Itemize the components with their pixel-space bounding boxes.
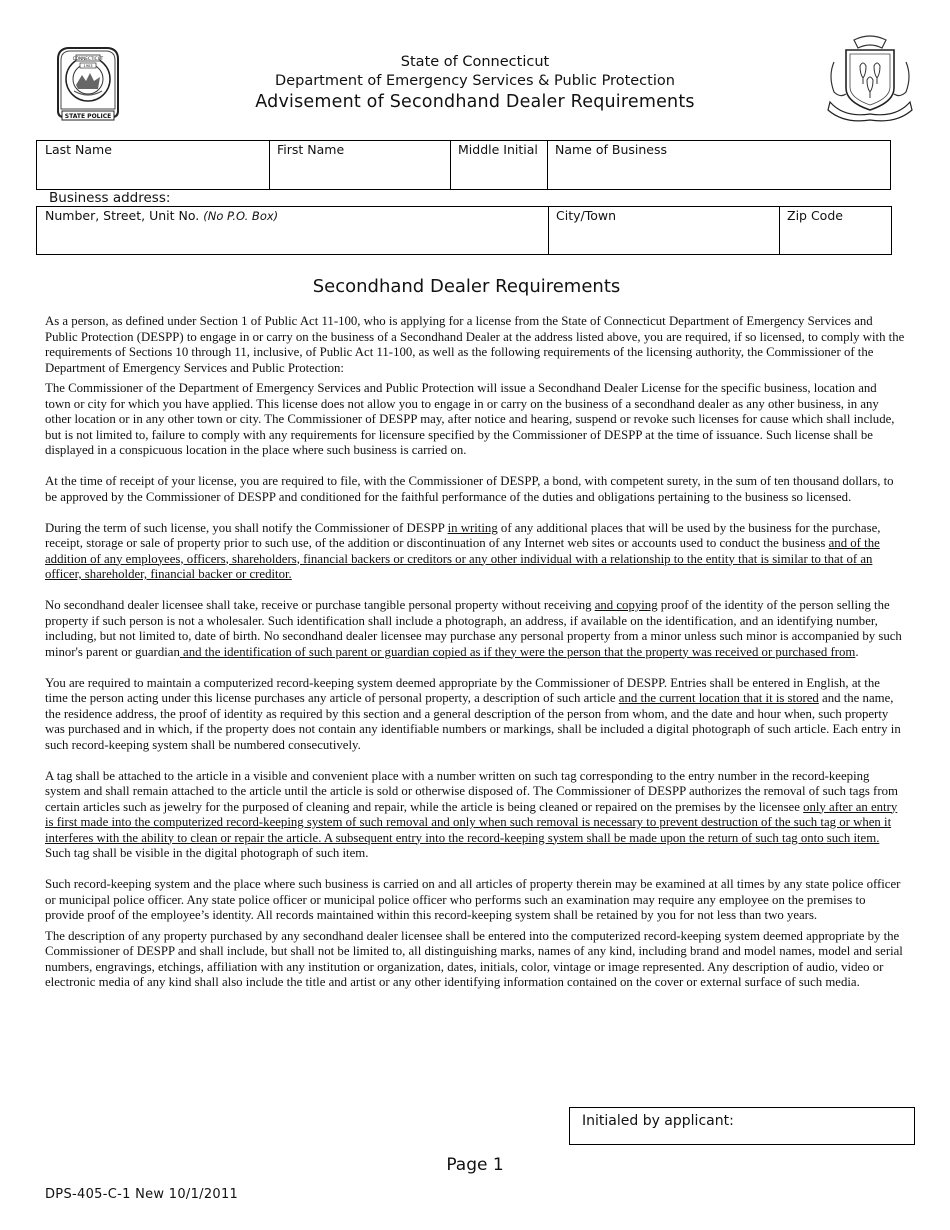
p5-text-b: proof of the identity of the person selling the property if such person is not a wholesaler. Such identification shall include a photograph, an address, if available on the identification, and an identifying number, including, but not limited to, date of birth. No secondhand dealer licensee may purchase any personal property from a minor unless such minor is accompanied by such minor's parent or guardian bbox=[45, 598, 902, 659]
p5-underline-a: and copying bbox=[594, 598, 658, 612]
p5-underline-b: and the identification of such parent or guardian copied as if they were the person that the property was received or purchased from bbox=[179, 644, 856, 659]
p4-text-a: During the term of such license, you shall notify the Commissioner of DESPP bbox=[45, 520, 448, 535]
badge-bottom-text: STATE POLICE bbox=[64, 113, 112, 120]
middle-initial-field[interactable] bbox=[450, 141, 548, 189]
city-town-field[interactable] bbox=[548, 207, 780, 254]
zip-code-label: Zip Code bbox=[787, 208, 843, 223]
p6-text-b: and the name, the residence address, the proof of identity as required by this section and a general description of the person from whom, and the date and hour when, such property was purchased and in which, if the property does not contain any identifiable numbers or markings, shall be included a digital photograph of such article. Each entry in such record-keeping system shall be numbered consecutively. bbox=[45, 691, 901, 752]
badge-top-text: CONNECTICUT bbox=[72, 55, 104, 61]
paragraph-9: The description of any property purchased by any secondhand dealer licensee shall be entered into the computerized record-keeping system deemed appropriate by the Commissioner of DESPP and shall include, but shall not be limited to, all distinguishing marks, names of any kind, including brand and model names, model and serial numbers, engravings, etchings, affiliation with any institution or organization, dates, initials, color, vintage or image represented. Any description of audio, video or electronic media of any kind shall also include the title and artist or any other identifying information contained on the cover or external surface of such media. bbox=[45, 928, 903, 989]
zip-code-field[interactable] bbox=[779, 207, 891, 254]
first-name-field[interactable] bbox=[269, 141, 451, 189]
paragraph-2: The Commissioner of the Department of Emergency Services and Public Protection will issue a Secondhand Dealer License for the specific business, location and town or city for which you have applied. This license does not allow you to engage in or carry on the business of a secondhand dealer as any other business, in any other location or in any other town or city. The Commissioner of DESPP may, after notice and hearing, suspend or revoke such licenses for cause which shall include, but is not limited to, failure to comply with any requirements for licensure specified by the Commissioner of DESPP at the time of issuance. Such license shall be displayed in a conspicuous location in the place where such business is carried on. bbox=[45, 381, 895, 457]
initialed-by-applicant-field[interactable] bbox=[569, 1107, 915, 1145]
street-address-field[interactable] bbox=[37, 207, 549, 254]
form-id: DPS-405-C-1 New 10/1/2011 bbox=[45, 1187, 239, 1202]
p5-text-a: No secondhand dealer licensee shall take, receive or purchase tangible personal property without receiving bbox=[45, 598, 595, 612]
p6-underline-a: and the current location that it is stored bbox=[618, 691, 819, 705]
street-note: (No P.O. Box) bbox=[203, 209, 279, 223]
p7-text-a: A tag shall be attached to the article in a visible and convenient place with a number written on such tag corresponding to the entry number in the record-keeping system and shall remain attached to the article until the article is sold or otherwise disposed of. The Commissioner of DESPP authorizes the removal of such tags from certain articles such as jewelry for the purposed of cleaning and repair, while the article is being cleaned or repaired on the premises by the licensee bbox=[45, 768, 898, 814]
paragraph-1: As a person, as defined under Section 1 of Public Act 11-100, who is applying for a license from the State of Connecticut Department of Emergency Services and Public Protection (DESPP) to engage in or carry on the business of a Secondhand Dealer at the address listed above, you are required, if so licensed, to comply with the requirements of Sections 10 through 11, inclusive, of Public Act 11-100, as well as the following requirements of the licensing authority, the Commissioner of the Department of Emergency Services and Public Protection: bbox=[45, 314, 905, 375]
last-name-label: Last Name bbox=[45, 142, 112, 157]
business-name-label: Name of Business bbox=[555, 142, 667, 157]
paragraph-6 bbox=[45, 676, 905, 754]
p7-underline-a: only after an entry is first made into the computerized record-keeping system of such removal and only when such removal is necessary to prevent destruction of the such tag or when it interferes with the ability to clean or repair the article. A subsequent entry into the record-keeping system shall be made upon the return of such tag onto such item. bbox=[45, 799, 898, 845]
p4-text-b: of any additional places that will be used by the business for the purchase, receipt, storage or sale of property prior to such use, of the addition or discontinuation of any Internet web sites or accounts used to conduct the business bbox=[45, 520, 881, 550]
last-name-field[interactable] bbox=[37, 141, 270, 189]
badge-year: 1903 bbox=[83, 64, 93, 68]
initialed-label: Initialed by applicant: bbox=[582, 1113, 734, 1129]
header-department: Department of Emergency Services & Public Protection bbox=[275, 73, 675, 89]
section-title: Secondhand Dealer Requirements bbox=[312, 276, 621, 297]
business-address-label: Business address: bbox=[49, 190, 171, 206]
address-fields-row bbox=[36, 206, 892, 255]
p7-text-b: Such tag shall be visible in the digital photograph of such item. bbox=[45, 846, 369, 860]
requirements-text bbox=[45, 314, 905, 991]
page-number: Page 1 bbox=[446, 1155, 504, 1175]
paragraph-5 bbox=[45, 598, 905, 660]
name-fields-row bbox=[36, 140, 891, 190]
header-state: State of Connecticut bbox=[400, 54, 550, 70]
form-title: Advisement of Secondhand Dealer Requirements bbox=[255, 92, 695, 112]
p4-underline-a: in writing bbox=[447, 520, 498, 535]
paragraph-4 bbox=[45, 521, 905, 583]
business-name-field[interactable] bbox=[547, 141, 890, 189]
paragraph-8: Such record-keeping system and the place where such business is carried on and all articles of property therein may be examined at all times by any state police officer or municipal police officer. Any state police officer or municipal police officer who performs such an examination may require any employee on the premises to provide proof of the employee’s identity. All records maintained within this record-keeping system shall be retained by you for not less than two years. bbox=[45, 877, 901, 922]
street-label-text: Number, Street, Unit No. bbox=[45, 208, 200, 223]
paragraph-7 bbox=[45, 769, 905, 862]
city-town-label: City/Town bbox=[556, 208, 617, 223]
p4-underline-b: and of the addition of any employees, officers, shareholders, financial backers or creditors or any other individual with a relationship to the entity that is similar to that of an officer, shareholder, financial backer or creditor. bbox=[45, 536, 880, 581]
p6-text-a: You are required to maintain a computerized record-keeping system deemed appropriate by the Commissioner of DESPP. Entries shall be entered in English, at the time the person acting under this license purchases any article of personal property, a description of such article bbox=[45, 675, 880, 705]
p5-text-c: . bbox=[855, 644, 859, 659]
paragraph-3: At the time of receipt of your license, you are required to file, with the Commissioner of DESPP, a bond, with competent surety, in the sum of ten thousand dollars, to be approved by the Commissioner of DESPP and conditioned for the faithful performance of the duties and obligations pertaining to the business so licensed. bbox=[45, 474, 894, 504]
street-address-label bbox=[45, 208, 278, 223]
middle-initial-label: Middle Initial bbox=[458, 142, 538, 157]
first-name-label: First Name bbox=[277, 142, 345, 157]
